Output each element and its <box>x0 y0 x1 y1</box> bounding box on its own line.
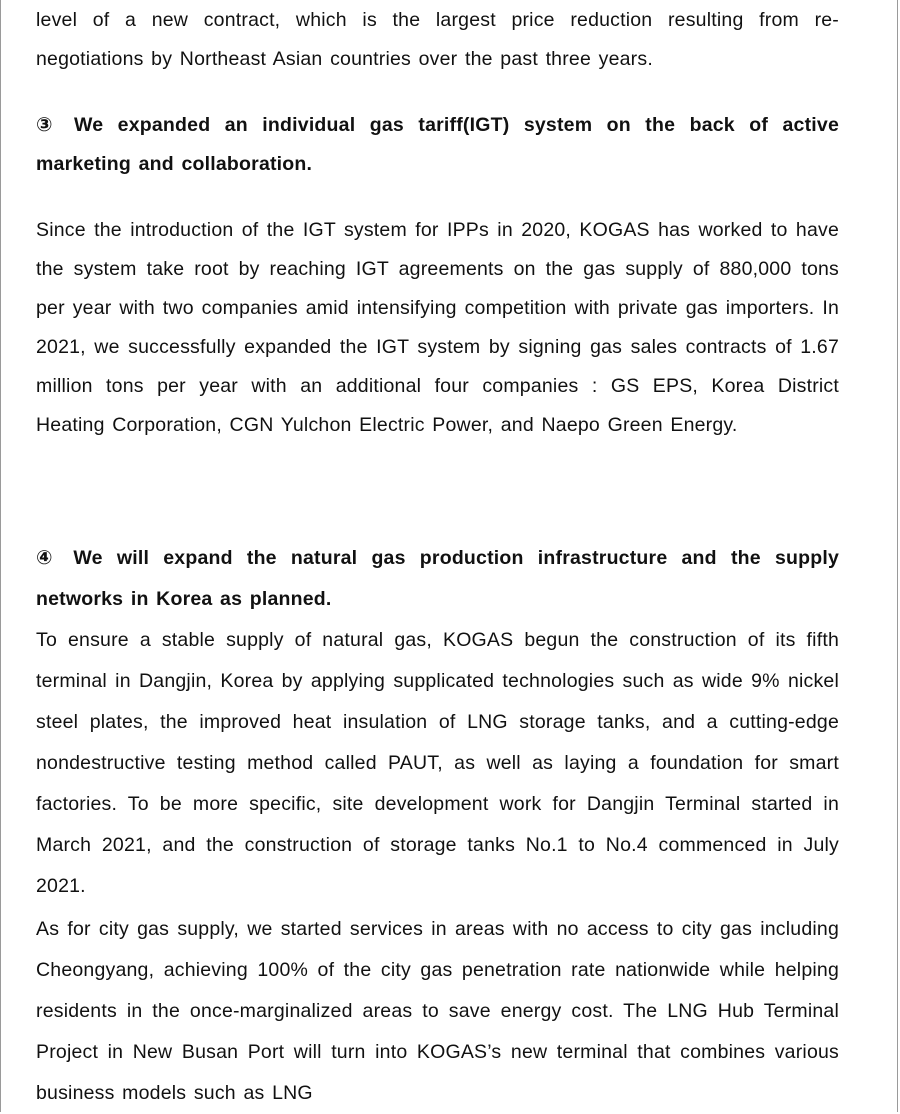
section-4-paragraph-1: To ensure a stable supply of natural gas, KOGAS begun the construction of its fifth terminal in Dangjin, Korea by applying supplicated technologies such as wide 9% nickel steel plates, the improved heat insulation of LNG storage tanks, and a cutting-edge nondestructive testing method called PAUT, as well as laying a foundation for smart factories. To be more specific, site development work for Dangjin Terminal started in March 2021, and the construction of storage tanks No.1 to No.4 commenced in July 2021. <box>36 629 839 897</box>
section-3-paragraph: Since the introduction of the IGT system for IPPs in 2020, KOGAS has worked to have the system take root by reaching IGT agreements on the gas supply of 880,000 tons per year with two companies amid intensifying competition with private gas importers. In 2021, we successfully expanded the IGT system by signing gas sales contracts of 1.67 million tons per year with an additional four companies : GS EPS, Korea District Heating Corporation, CGN Yulchon Electric Power, and Naepo Green Energy. <box>36 219 839 436</box>
section-4-heading: ④ We will expand the natural gas production infrastructure and the supply networks in Korea as planned. <box>36 547 839 610</box>
paragraph-intro-tail: level of a new contract, which is the largest price reduction resulting from re-negotiations by Northeast Asian countries over the past three years. <box>36 9 839 70</box>
section-3-heading: ③ We expanded an individual gas tariff(IGT) system on the back of active marketing and collaboration. <box>36 114 839 175</box>
section-4-paragraph-2: As for city gas supply, we started services in areas with no access to city gas including Cheongyang, achieving 100% of the city gas penetration rate nationwide while helping residents in the once-marginalized areas to save energy cost. The LNG Hub Terminal Project in New Busan Port will turn into KOGAS’s new terminal that combines various business models such as LNG <box>36 918 839 1104</box>
